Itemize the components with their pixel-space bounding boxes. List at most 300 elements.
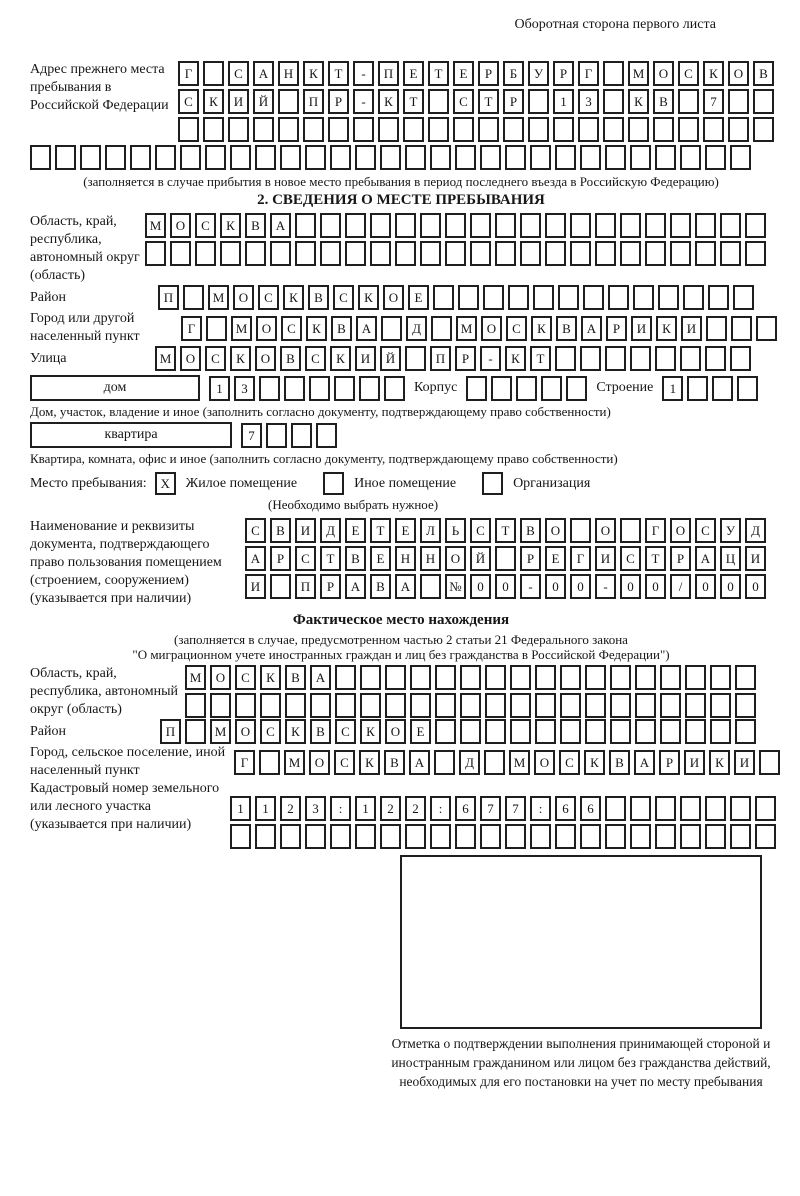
char-box[interactable]: Т bbox=[403, 89, 424, 114]
char-box[interactable]: Ь bbox=[445, 518, 466, 543]
char-box[interactable]: Е bbox=[370, 546, 391, 571]
char-box[interactable]: М bbox=[628, 61, 649, 86]
char-box[interactable] bbox=[580, 145, 601, 170]
char-box[interactable]: Г bbox=[645, 518, 666, 543]
char-box[interactable]: С bbox=[620, 546, 641, 571]
char-box[interactable]: О bbox=[653, 61, 674, 86]
char-box[interactable] bbox=[731, 316, 752, 341]
char-box[interactable] bbox=[685, 719, 706, 744]
char-box[interactable]: Г bbox=[181, 316, 202, 341]
char-box[interactable] bbox=[535, 719, 556, 744]
char-box[interactable]: С bbox=[295, 546, 316, 571]
char-box[interactable]: 0 bbox=[745, 574, 766, 599]
char-box[interactable] bbox=[670, 213, 691, 238]
char-box[interactable]: В bbox=[520, 518, 541, 543]
char-box[interactable] bbox=[630, 796, 651, 821]
char-box[interactable] bbox=[410, 693, 431, 718]
char-box[interactable] bbox=[270, 241, 291, 266]
char-box[interactable] bbox=[560, 719, 581, 744]
char-box[interactable] bbox=[270, 574, 291, 599]
char-box[interactable] bbox=[428, 117, 449, 142]
char-box[interactable] bbox=[759, 750, 780, 775]
char-box[interactable] bbox=[708, 285, 729, 310]
char-box[interactable] bbox=[420, 241, 441, 266]
char-box[interactable] bbox=[685, 665, 706, 690]
char-box[interactable]: 6 bbox=[580, 796, 601, 821]
char-box[interactable] bbox=[495, 241, 516, 266]
char-box[interactable] bbox=[295, 213, 316, 238]
char-box[interactable] bbox=[730, 824, 751, 849]
char-box[interactable] bbox=[610, 665, 631, 690]
char-box[interactable] bbox=[710, 693, 731, 718]
char-box[interactable]: Р bbox=[606, 316, 627, 341]
char-box[interactable] bbox=[80, 145, 101, 170]
char-box[interactable]: М bbox=[231, 316, 252, 341]
char-box[interactable]: 0 bbox=[545, 574, 566, 599]
char-box[interactable]: М bbox=[509, 750, 530, 775]
char-box[interactable]: Д bbox=[320, 518, 341, 543]
char-box[interactable]: Г bbox=[234, 750, 255, 775]
char-box[interactable] bbox=[583, 285, 604, 310]
char-box[interactable]: В bbox=[270, 518, 291, 543]
char-box[interactable] bbox=[508, 285, 529, 310]
char-box[interactable]: М bbox=[155, 346, 176, 371]
char-box[interactable] bbox=[460, 693, 481, 718]
char-box[interactable] bbox=[303, 117, 324, 142]
char-box[interactable]: С bbox=[228, 61, 249, 86]
char-box[interactable]: К bbox=[505, 346, 526, 371]
char-box[interactable] bbox=[580, 824, 601, 849]
char-box[interactable]: Й bbox=[470, 546, 491, 571]
char-box[interactable]: К bbox=[230, 346, 251, 371]
char-box[interactable]: 3 bbox=[234, 376, 255, 401]
char-box[interactable] bbox=[728, 89, 749, 114]
char-box[interactable] bbox=[310, 693, 331, 718]
char-box[interactable] bbox=[480, 824, 501, 849]
char-box[interactable]: В bbox=[280, 346, 301, 371]
char-box[interactable]: О bbox=[595, 518, 616, 543]
char-box[interactable]: К bbox=[203, 89, 224, 114]
char-box[interactable] bbox=[370, 213, 391, 238]
char-box[interactable] bbox=[430, 145, 451, 170]
char-box[interactable]: У bbox=[720, 518, 741, 543]
char-box[interactable]: А bbox=[409, 750, 430, 775]
char-box[interactable] bbox=[230, 824, 251, 849]
char-box[interactable]: № bbox=[445, 574, 466, 599]
char-box[interactable]: А bbox=[356, 316, 377, 341]
char-box[interactable]: О bbox=[256, 316, 277, 341]
char-box[interactable] bbox=[595, 213, 616, 238]
char-box[interactable]: 2 bbox=[380, 796, 401, 821]
char-box[interactable]: 7 bbox=[703, 89, 724, 114]
char-box[interactable]: 0 bbox=[470, 574, 491, 599]
char-box[interactable]: П bbox=[378, 61, 399, 86]
char-box[interactable]: С bbox=[333, 285, 354, 310]
char-box[interactable] bbox=[753, 117, 774, 142]
char-box[interactable] bbox=[460, 719, 481, 744]
char-box[interactable] bbox=[516, 376, 537, 401]
char-box[interactable]: С bbox=[335, 719, 356, 744]
char-box[interactable]: И bbox=[595, 546, 616, 571]
char-box[interactable] bbox=[260, 693, 281, 718]
char-box[interactable] bbox=[530, 824, 551, 849]
char-box[interactable]: В bbox=[345, 546, 366, 571]
char-box[interactable] bbox=[405, 824, 426, 849]
char-box[interactable]: В bbox=[370, 574, 391, 599]
char-box[interactable] bbox=[203, 117, 224, 142]
char-box[interactable]: И bbox=[684, 750, 705, 775]
char-box[interactable] bbox=[285, 693, 306, 718]
char-box[interactable] bbox=[630, 824, 651, 849]
char-box[interactable] bbox=[610, 693, 631, 718]
char-box[interactable]: В bbox=[310, 719, 331, 744]
char-box[interactable]: М bbox=[456, 316, 477, 341]
char-box[interactable]: В bbox=[308, 285, 329, 310]
char-box[interactable]: 7 bbox=[480, 796, 501, 821]
char-box[interactable] bbox=[170, 241, 191, 266]
char-box[interactable] bbox=[280, 145, 301, 170]
char-box[interactable] bbox=[510, 693, 531, 718]
char-box[interactable] bbox=[745, 241, 766, 266]
char-box[interactable] bbox=[541, 376, 562, 401]
char-box[interactable]: Р bbox=[455, 346, 476, 371]
char-box[interactable] bbox=[605, 346, 626, 371]
char-box[interactable]: К bbox=[531, 316, 552, 341]
char-box[interactable]: Е bbox=[395, 518, 416, 543]
char-box[interactable] bbox=[737, 376, 758, 401]
char-box[interactable] bbox=[316, 423, 337, 448]
char-box[interactable] bbox=[678, 89, 699, 114]
char-box[interactable]: Е bbox=[345, 518, 366, 543]
char-box[interactable] bbox=[553, 117, 574, 142]
char-box[interactable] bbox=[645, 213, 666, 238]
house-type-box[interactable]: дом bbox=[30, 375, 200, 401]
char-box[interactable] bbox=[680, 346, 701, 371]
char-box[interactable] bbox=[670, 241, 691, 266]
char-box[interactable] bbox=[510, 719, 531, 744]
char-box[interactable]: О bbox=[545, 518, 566, 543]
apartment-type-box[interactable]: квартира bbox=[30, 422, 232, 448]
char-box[interactable]: М bbox=[210, 719, 231, 744]
char-box[interactable]: Е bbox=[453, 61, 474, 86]
char-box[interactable] bbox=[695, 213, 716, 238]
char-box[interactable] bbox=[180, 145, 201, 170]
char-box[interactable]: С bbox=[205, 346, 226, 371]
char-box[interactable]: В bbox=[753, 61, 774, 86]
char-box[interactable] bbox=[620, 241, 641, 266]
char-box[interactable]: С bbox=[695, 518, 716, 543]
char-box[interactable]: 0 bbox=[720, 574, 741, 599]
char-box[interactable] bbox=[535, 693, 556, 718]
char-box[interactable] bbox=[395, 213, 416, 238]
char-box[interactable] bbox=[185, 719, 206, 744]
char-box[interactable] bbox=[560, 693, 581, 718]
char-box[interactable] bbox=[645, 241, 666, 266]
char-box[interactable]: Р bbox=[553, 61, 574, 86]
char-box[interactable] bbox=[360, 693, 381, 718]
char-box[interactable] bbox=[458, 285, 479, 310]
char-box[interactable] bbox=[635, 665, 656, 690]
char-box[interactable] bbox=[605, 796, 626, 821]
char-box[interactable] bbox=[610, 719, 631, 744]
char-box[interactable]: А bbox=[395, 574, 416, 599]
char-box[interactable]: И bbox=[681, 316, 702, 341]
char-box[interactable]: А bbox=[253, 61, 274, 86]
char-box[interactable]: Б bbox=[503, 61, 524, 86]
char-box[interactable]: Н bbox=[278, 61, 299, 86]
char-box[interactable]: О bbox=[210, 665, 231, 690]
char-box[interactable] bbox=[385, 693, 406, 718]
checkbox-organization[interactable] bbox=[482, 472, 503, 495]
char-box[interactable] bbox=[434, 750, 455, 775]
char-box[interactable] bbox=[305, 145, 326, 170]
char-box[interactable]: К bbox=[656, 316, 677, 341]
char-box[interactable] bbox=[635, 693, 656, 718]
char-box[interactable]: В bbox=[331, 316, 352, 341]
char-box[interactable]: 0 bbox=[620, 574, 641, 599]
char-box[interactable]: Н bbox=[420, 546, 441, 571]
char-box[interactable] bbox=[695, 241, 716, 266]
char-box[interactable] bbox=[710, 719, 731, 744]
char-box[interactable] bbox=[653, 117, 674, 142]
char-box[interactable]: Е bbox=[403, 61, 424, 86]
char-box[interactable] bbox=[555, 346, 576, 371]
char-box[interactable]: В bbox=[245, 213, 266, 238]
char-box[interactable] bbox=[655, 824, 676, 849]
char-box[interactable] bbox=[505, 824, 526, 849]
char-box[interactable] bbox=[380, 145, 401, 170]
char-box[interactable] bbox=[405, 346, 426, 371]
char-box[interactable] bbox=[205, 145, 226, 170]
char-box[interactable] bbox=[630, 145, 651, 170]
char-box[interactable] bbox=[453, 117, 474, 142]
char-box[interactable] bbox=[608, 285, 629, 310]
char-box[interactable] bbox=[728, 117, 749, 142]
char-box[interactable]: К bbox=[303, 61, 324, 86]
char-box[interactable]: В bbox=[556, 316, 577, 341]
char-box[interactable] bbox=[381, 316, 402, 341]
char-box[interactable]: С bbox=[506, 316, 527, 341]
char-box[interactable]: Е bbox=[545, 546, 566, 571]
char-box[interactable] bbox=[433, 285, 454, 310]
char-box[interactable] bbox=[485, 665, 506, 690]
char-box[interactable]: К bbox=[703, 61, 724, 86]
char-box[interactable]: Р bbox=[478, 61, 499, 86]
char-box[interactable] bbox=[495, 213, 516, 238]
char-box[interactable]: О bbox=[534, 750, 555, 775]
char-box[interactable] bbox=[570, 241, 591, 266]
char-box[interactable] bbox=[466, 376, 487, 401]
char-box[interactable]: Д bbox=[406, 316, 427, 341]
char-box[interactable]: Т bbox=[428, 61, 449, 86]
char-box[interactable]: Н bbox=[395, 546, 416, 571]
char-box[interactable] bbox=[370, 241, 391, 266]
char-box[interactable]: И bbox=[355, 346, 376, 371]
char-box[interactable]: : bbox=[430, 796, 451, 821]
char-box[interactable] bbox=[603, 117, 624, 142]
char-box[interactable] bbox=[178, 117, 199, 142]
char-box[interactable]: В bbox=[653, 89, 674, 114]
char-box[interactable] bbox=[585, 719, 606, 744]
char-box[interactable]: О bbox=[309, 750, 330, 775]
char-box[interactable]: С bbox=[678, 61, 699, 86]
char-box[interactable]: О bbox=[728, 61, 749, 86]
char-box[interactable] bbox=[206, 316, 227, 341]
char-box[interactable]: А bbox=[245, 546, 266, 571]
char-box[interactable] bbox=[735, 719, 756, 744]
char-box[interactable] bbox=[528, 117, 549, 142]
char-box[interactable] bbox=[570, 518, 591, 543]
char-box[interactable] bbox=[380, 824, 401, 849]
char-box[interactable]: Т bbox=[645, 546, 666, 571]
char-box[interactable]: 1 bbox=[662, 376, 683, 401]
char-box[interactable] bbox=[378, 117, 399, 142]
char-box[interactable] bbox=[183, 285, 204, 310]
char-box[interactable]: 0 bbox=[695, 574, 716, 599]
char-box[interactable] bbox=[266, 423, 287, 448]
char-box[interactable]: И bbox=[228, 89, 249, 114]
char-box[interactable] bbox=[730, 145, 751, 170]
char-box[interactable] bbox=[605, 824, 626, 849]
char-box[interactable] bbox=[495, 546, 516, 571]
char-box[interactable] bbox=[533, 285, 554, 310]
char-box[interactable]: С bbox=[178, 89, 199, 114]
char-box[interactable] bbox=[603, 89, 624, 114]
char-box[interactable]: 7 bbox=[505, 796, 526, 821]
char-box[interactable]: О bbox=[255, 346, 276, 371]
char-box[interactable] bbox=[491, 376, 512, 401]
char-box[interactable]: К bbox=[360, 719, 381, 744]
char-box[interactable]: / bbox=[670, 574, 691, 599]
char-box[interactable] bbox=[558, 285, 579, 310]
char-box[interactable] bbox=[284, 376, 305, 401]
char-box[interactable] bbox=[230, 145, 251, 170]
char-box[interactable] bbox=[228, 117, 249, 142]
char-box[interactable] bbox=[309, 376, 330, 401]
char-box[interactable]: И bbox=[631, 316, 652, 341]
char-box[interactable]: О bbox=[233, 285, 254, 310]
char-box[interactable] bbox=[155, 145, 176, 170]
char-box[interactable]: О bbox=[170, 213, 191, 238]
char-box[interactable] bbox=[755, 824, 776, 849]
char-box[interactable]: 3 bbox=[305, 796, 326, 821]
char-box[interactable]: К bbox=[260, 665, 281, 690]
char-box[interactable]: Р bbox=[520, 546, 541, 571]
checkbox-other-premises[interactable] bbox=[323, 472, 344, 495]
char-box[interactable]: С bbox=[235, 665, 256, 690]
char-box[interactable] bbox=[706, 316, 727, 341]
char-box[interactable]: О bbox=[385, 719, 406, 744]
char-box[interactable]: А bbox=[581, 316, 602, 341]
char-box[interactable]: Р bbox=[328, 89, 349, 114]
char-box[interactable] bbox=[235, 693, 256, 718]
char-box[interactable]: О bbox=[235, 719, 256, 744]
char-box[interactable] bbox=[185, 693, 206, 718]
char-box[interactable] bbox=[485, 719, 506, 744]
char-box[interactable] bbox=[195, 241, 216, 266]
char-box[interactable]: Т bbox=[478, 89, 499, 114]
char-box[interactable]: Е bbox=[408, 285, 429, 310]
char-box[interactable] bbox=[410, 665, 431, 690]
char-box[interactable]: 3 bbox=[578, 89, 599, 114]
char-box[interactable]: В bbox=[609, 750, 630, 775]
char-box[interactable] bbox=[334, 376, 355, 401]
char-box[interactable] bbox=[210, 693, 231, 718]
char-box[interactable] bbox=[320, 213, 341, 238]
char-box[interactable] bbox=[384, 376, 405, 401]
char-box[interactable] bbox=[520, 213, 541, 238]
char-box[interactable]: М bbox=[185, 665, 206, 690]
char-box[interactable] bbox=[655, 346, 676, 371]
char-box[interactable] bbox=[385, 665, 406, 690]
char-box[interactable] bbox=[705, 145, 726, 170]
char-box[interactable]: К bbox=[285, 719, 306, 744]
char-box[interactable] bbox=[705, 824, 726, 849]
char-box[interactable] bbox=[470, 241, 491, 266]
char-box[interactable] bbox=[680, 796, 701, 821]
char-box[interactable] bbox=[555, 824, 576, 849]
char-box[interactable] bbox=[203, 61, 224, 86]
char-box[interactable] bbox=[405, 145, 426, 170]
char-box[interactable]: - bbox=[480, 346, 501, 371]
char-box[interactable] bbox=[435, 665, 456, 690]
char-box[interactable]: В bbox=[384, 750, 405, 775]
char-box[interactable] bbox=[705, 346, 726, 371]
char-box[interactable] bbox=[278, 89, 299, 114]
char-box[interactable] bbox=[259, 376, 280, 401]
char-box[interactable] bbox=[680, 145, 701, 170]
char-box[interactable] bbox=[566, 376, 587, 401]
char-box[interactable] bbox=[345, 213, 366, 238]
char-box[interactable] bbox=[735, 665, 756, 690]
char-box[interactable] bbox=[660, 719, 681, 744]
char-box[interactable]: Т bbox=[320, 546, 341, 571]
char-box[interactable] bbox=[395, 241, 416, 266]
char-box[interactable]: К bbox=[584, 750, 605, 775]
char-box[interactable]: О bbox=[180, 346, 201, 371]
char-box[interactable] bbox=[360, 665, 381, 690]
char-box[interactable]: Т bbox=[328, 61, 349, 86]
char-box[interactable]: - bbox=[353, 61, 374, 86]
char-box[interactable] bbox=[687, 376, 708, 401]
char-box[interactable] bbox=[530, 145, 551, 170]
char-box[interactable] bbox=[485, 693, 506, 718]
char-box[interactable] bbox=[55, 145, 76, 170]
char-box[interactable] bbox=[710, 665, 731, 690]
char-box[interactable]: 1 bbox=[255, 796, 276, 821]
char-box[interactable] bbox=[355, 824, 376, 849]
char-box[interactable]: - bbox=[353, 89, 374, 114]
char-box[interactable] bbox=[278, 117, 299, 142]
char-box[interactable] bbox=[683, 285, 704, 310]
char-box[interactable] bbox=[503, 117, 524, 142]
char-box[interactable]: Р bbox=[670, 546, 691, 571]
char-box[interactable] bbox=[291, 423, 312, 448]
char-box[interactable]: И bbox=[734, 750, 755, 775]
char-box[interactable] bbox=[628, 117, 649, 142]
char-box[interactable]: П bbox=[158, 285, 179, 310]
char-box[interactable] bbox=[745, 213, 766, 238]
char-box[interactable] bbox=[720, 241, 741, 266]
char-box[interactable] bbox=[753, 89, 774, 114]
char-box[interactable]: Г bbox=[578, 61, 599, 86]
char-box[interactable] bbox=[680, 824, 701, 849]
char-box[interactable]: К bbox=[359, 750, 380, 775]
char-box[interactable] bbox=[470, 213, 491, 238]
char-box[interactable] bbox=[578, 117, 599, 142]
char-box[interactable] bbox=[484, 750, 505, 775]
char-box[interactable] bbox=[505, 145, 526, 170]
